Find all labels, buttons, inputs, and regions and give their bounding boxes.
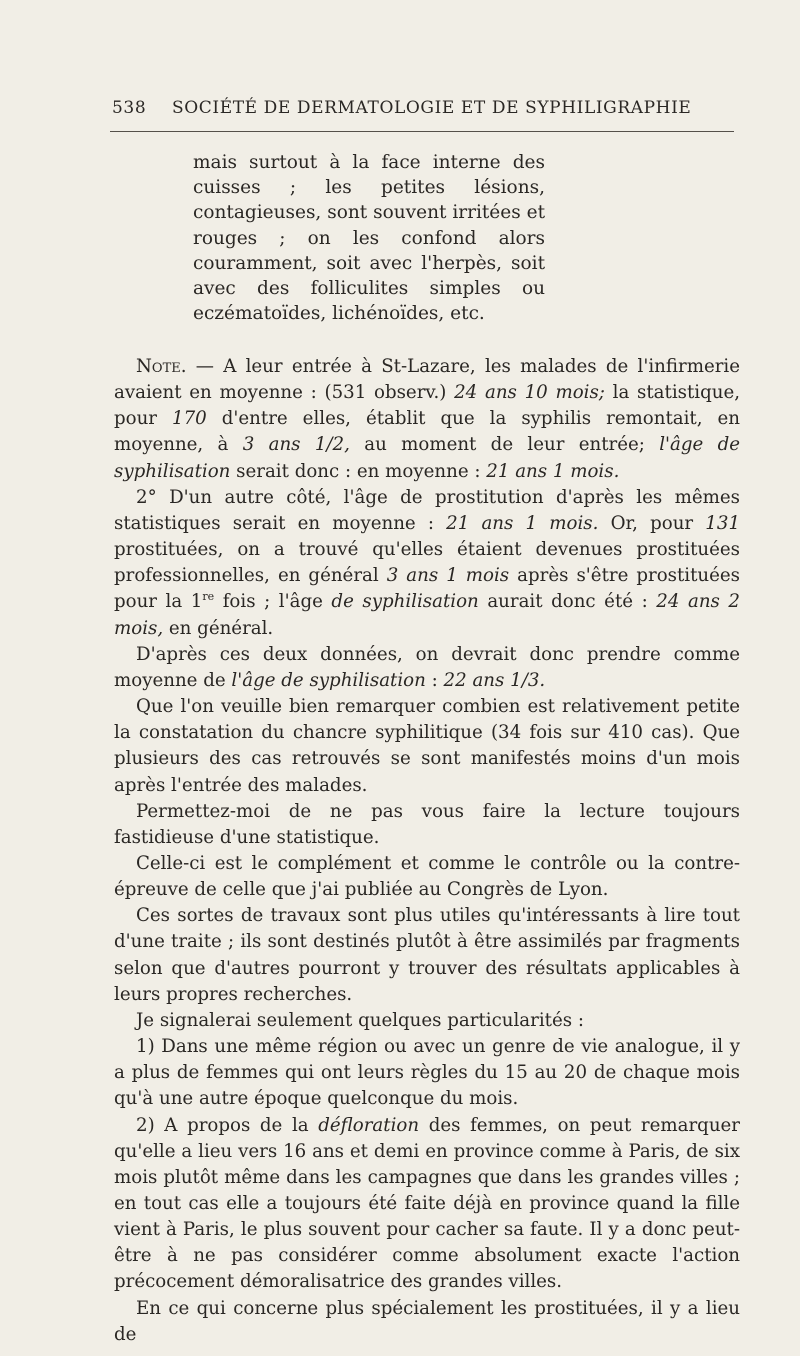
note-label: Note. <box>136 356 187 377</box>
paragraph-4: Que l'on veuille bien remarquer combien est relativement petite la constatation du chancre syphilitique (34 fois sur 410 cas). Que plusieurs des cas retrouvés se sont manifestés moins d'un mois après l'entrée des malades. <box>114 696 740 796</box>
paragraph-2: 2° D'un autre côté, l'âge de prostitution d'après les mêmes statistiques serait en moyenne : 21 ans 1 mois. Or, pour 131 prostituées, on a trouvé qu'elles étaient devenues prostituées professionnelles, en général 3 ans 1 mois après s'être prostituées pour la 1re fois ; l'âge de syphilisation aurait donc été : 24 ans 2 mois, en général. <box>114 486 741 639</box>
paragraph-11: En ce qui concerne plus spécialement les prostituées, il y a lieu de <box>114 1297 740 1345</box>
paragraph-9: 1) Dans une même région ou avec un genre de vie analogue, il y a plus de femmes qui ont leurs règles du 15 au 20 de chaque mois qu'à une autre époque quelconque du mois. <box>114 1036 740 1110</box>
paragraph-note: Note. — A leur entrée à St-Lazare, les malades de l'infirmerie avaient en moyenne : (531 observ.) 24 ans 10 mois; la statistique, pour 170 d'entre elles, établit que la syphilis remontait, en moyenne, à 3 ans 1/2, au moment de leur entrée; l'âge de syphilisation serait donc : en moyenne : 21 ans 1 mois. <box>114 356 741 482</box>
paragraph-8: Je signalerai seulement quelques particularités : <box>136 1009 584 1031</box>
paragraph-7: Ces sortes de travaux sont plus utiles qu'intéressants à lire tout d'une traite ; ils sont destinés plutôt à être assimilés par fragments selon que d'autres pourront y trouver des résultats applicables à leurs propres recherches. <box>114 905 740 1005</box>
header-rule <box>110 131 734 132</box>
paragraph-6: Celle-ci est le complément et comme le contrôle ou la contre-épreuve de celle que j'ai publiée au Congrès de Lyon. <box>114 852 740 901</box>
running-title: SOCIÉTÉ DE DERMATOLOGIE ET DE SYPHILIGRAPHIE <box>172 98 692 118</box>
page-number: 538 <box>112 98 147 118</box>
indented-quote: mais surtout à la face interne des cuisses ; les petites lésions, contagieuses, sont souvent irritées et rouges ; on les confond alors couramment, soit avec l'herpès, soit avec des folliculites simples ou eczématoïdes, lichénoïdes, etc. <box>193 152 545 325</box>
main-text <box>114 354 740 1348</box>
paragraph-5: Permettez-moi de ne pas vous faire la lecture toujours fastidieuse d'une statistique. <box>114 800 740 848</box>
paragraph-3: D'après ces deux données, on devrait donc prendre comme moyenne de l'âge de syphilisation : 22 ans 1/3. <box>114 643 740 691</box>
paragraph-10: 2) A propos de la défloration des femmes, on peut remarquer qu'elle a lieu vers 16 ans et demi en province comme à Paris, de six mois plutôt même dans les campagnes que dans les grandes villes ; en tout cas elle a toujours été faite déjà en province quand la fille vient à Paris, le plus souvent pour cacher sa faute. Il y a donc peut-être à ne pas considérer comme absolument exacte l'action précocement démoralisatrice des grandes villes. <box>114 1114 740 1293</box>
